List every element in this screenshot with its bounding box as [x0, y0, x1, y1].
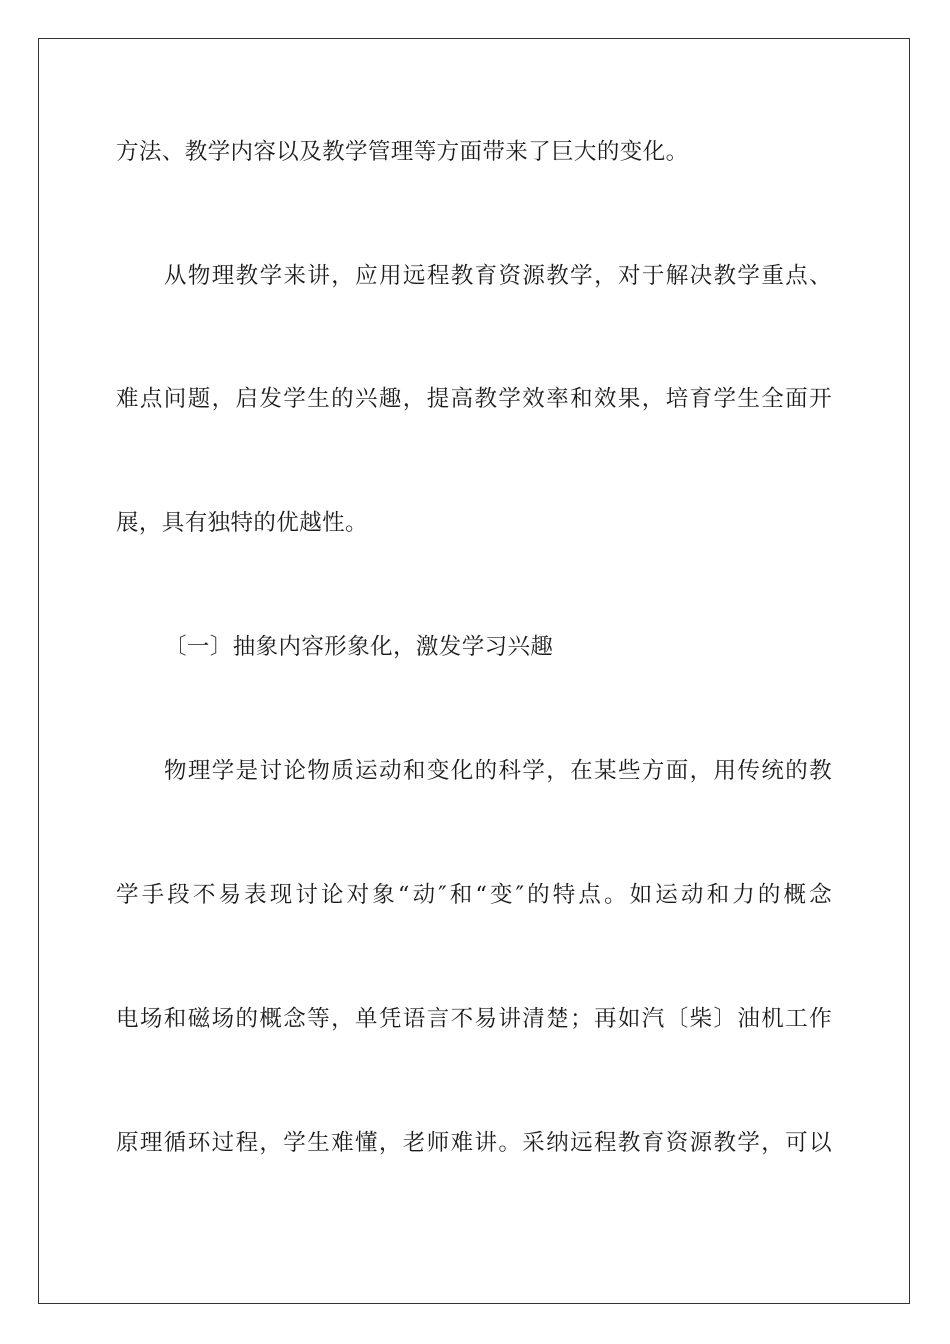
- paragraph-line-6: 学手段不易表现讨论对象“动″和“变″的特点。如运动和力的概念: [116, 882, 832, 908]
- paragraph-line-8: 原理循环过程，学生难懂，老师难讲。采纳远程教育资源教学，可以: [116, 1130, 832, 1156]
- paragraph-line-3: 难点问题，启发学生的兴趣，提高教学效率和效果，培育学生全面开: [116, 386, 832, 412]
- page-border: [38, 38, 910, 1304]
- paragraph-line-7: 电场和磁场的概念等，单凭语言不易讲清楚；再如汽〔柴〕油机工作: [116, 1006, 832, 1032]
- paragraph-line-1: 方法、教学内容以及教学管理等方面带来了巨大的变化。: [116, 139, 689, 165]
- paragraph-line-5: 物理学是讨论物质运动和变化的科学，在某些方面，用传统的教: [164, 758, 832, 784]
- paragraph-line-4: 展，具有独特的优越性。: [116, 510, 368, 536]
- section-heading: 〔一〕抽象内容形象化，激发学习兴趣: [164, 634, 554, 660]
- paragraph-line-2: 从物理教学来讲，应用远程教育资源教学，对于解决教学重点、: [164, 263, 832, 289]
